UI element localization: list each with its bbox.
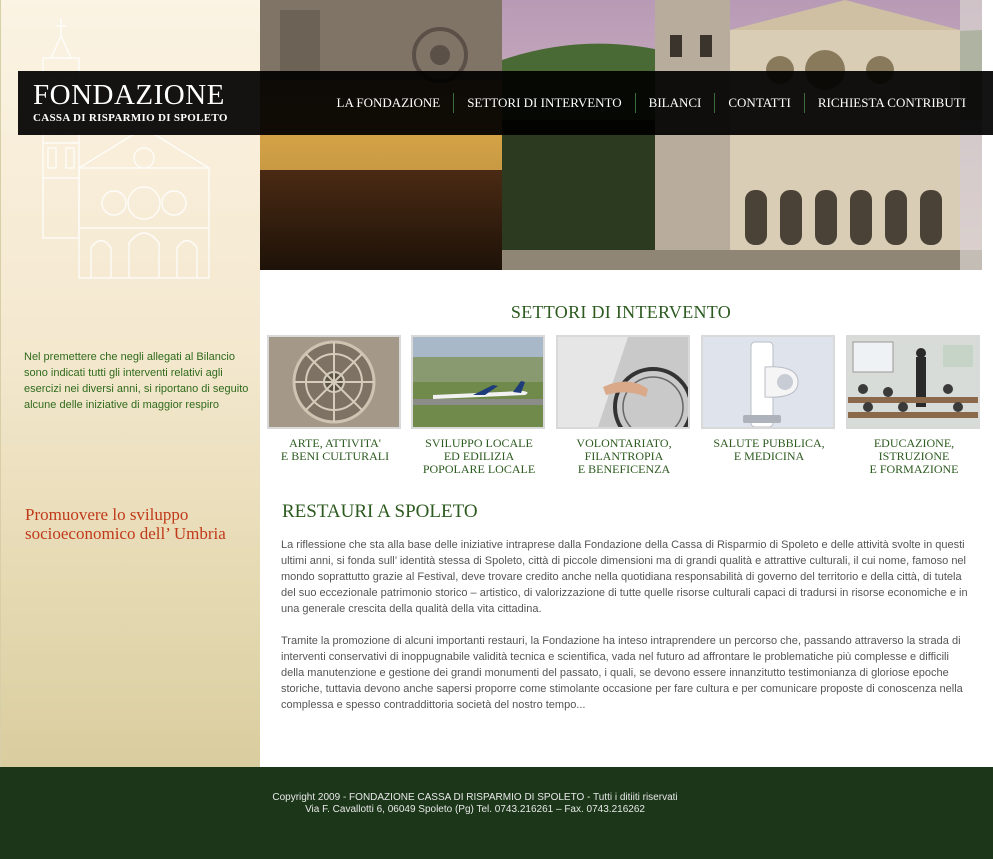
nav-richiesta-contributi[interactable]: RICHIESTA CONTRIBUTI	[817, 95, 966, 110]
sector-label-line: ED EDILIZIA	[443, 449, 515, 463]
hero-photo-collage-icon	[260, 0, 982, 270]
sector-label-line: EDUCAZIONE,	[873, 436, 955, 450]
sector-label-line: E BENEFICENZA	[577, 462, 671, 476]
hero-banner	[260, 0, 982, 270]
sector-label-line: VOLONTARIATO,	[576, 436, 672, 450]
sidebar-promo-text: Promuovere lo sviluppo socioeconomico dell’ Umbria	[25, 505, 226, 543]
sector-salute[interactable]	[701, 335, 837, 463]
main-nav	[324, 93, 979, 113]
sector-sviluppo-thumbnail[interactable]	[411, 335, 545, 429]
sector-volontariato-thumbnail[interactable]	[556, 335, 690, 429]
sector-label-line: FILANTROPIA	[584, 449, 664, 463]
sector-educazione-label[interactable]	[846, 437, 982, 476]
article-title: RESTAURI A SPOLETO	[282, 501, 478, 522]
sector-label-line: ISTRUZIONE	[878, 449, 950, 463]
sector-sviluppo[interactable]	[411, 335, 547, 476]
sector-arte[interactable]	[267, 335, 403, 463]
article-paragraph-2: Tramite la promozione di alcuni importanti restauri, la Fondazione ha inteso intraprendere un percorso che, passando attraverso la strada di interventi conservativi di inoppugnabile validità tecnica e scientifica, vada nel futuro ad affrontare le problematiche più complesse e difficili della manutenzione e gestione dei grandi monumenti del passato, i quali, se devono essere innanzitutto testimonianza di gloriose epoche storiche, tuttavia devono anche sapersi proporre come stimolante occasione per fare cultura e per comunicare proposte di conoscenza nella complessa e spesso contraddittoria società del nostro tempo...	[281, 635, 963, 711]
sector-label-line: E FORMAZIONE	[869, 462, 959, 476]
header-bar	[18, 71, 993, 135]
airplane-icon	[413, 337, 543, 427]
sector-volontariato-label[interactable]	[556, 437, 692, 476]
rose-window-icon	[269, 337, 399, 427]
sector-label-line: SALUTE PUBBLICA,	[713, 436, 825, 450]
sidebar-intro-text: Nel premettere che negli allegati al Bilancio sono indicati tutti gli interventi relativi agli esercizi nei diversi anni, si riportano di seguito alcune delle iniziative di maggior respiro	[24, 351, 249, 411]
sector-educazione[interactable]	[846, 335, 982, 476]
nav-bilanci[interactable]: BILANCI	[648, 95, 702, 110]
article-paragraph-1: La riflessione che sta alla base delle iniziative intraprese dalla Fondazione della Cassa di Risparmio di Spoleto e delle attività svolte in questi ultimi anni, si fonda sull’ identità stessa di Spoleto, città di piccole dimensioni ma di grandi qualità e attrattive culturali, il cui nome, famoso nel mondo soprattutto grazie al Festival, deve trovare credito anche nella quotidiana responsabilità di governo del territorio e della città, di tutela del suo eccezionale patrimonio storico – artistico, di valorizzazione di tutte quelle risorse culturali capaci di tradursi in risorse economiche e in una generale crescita della qualità della vita cittadina.	[281, 539, 968, 615]
sector-educazione-thumbnail[interactable]	[846, 335, 980, 429]
sector-sviluppo-label[interactable]	[411, 437, 547, 476]
sector-volontariato[interactable]	[556, 335, 692, 476]
medical-device-icon	[703, 337, 833, 427]
sector-label-line: ARTE, ATTIVITA'	[289, 436, 381, 450]
sectors-heading: SETTORI DI INTERVENTO	[510, 302, 732, 322]
logo-title[interactable]: FONDAZIONE	[33, 79, 225, 111]
cathedral-sketch-icon	[29, 18, 214, 283]
wheelchair-icon	[558, 337, 688, 427]
nav-contatti[interactable]: CONTATTI	[728, 95, 791, 110]
sector-label-line: POPOLARE LOCALE	[422, 462, 536, 476]
footer	[0, 767, 993, 859]
logo-subtitle: CASSA DI RISPARMIO DI SPOLETO	[33, 112, 228, 124]
footer-copyright: Copyright 2009 - FONDAZIONE CASSA DI RISPARMIO DI SPOLETO - Tutti i ditiiti riservati	[272, 792, 678, 803]
sector-arte-thumbnail[interactable]	[267, 335, 401, 429]
sector-label-line: E BENI CULTURALI	[280, 449, 390, 463]
classroom-icon	[848, 337, 978, 427]
sector-arte-label[interactable]	[267, 437, 403, 463]
sector-label-line: SVILUPPO LOCALE	[425, 436, 533, 450]
sector-label-line: E MEDICINA	[733, 449, 805, 463]
nav-la-fondazione[interactable]: LA FONDAZIONE	[336, 95, 441, 110]
sector-salute-thumbnail[interactable]	[701, 335, 835, 429]
nav-settori-di-intervento[interactable]: SETTORI DI INTERVENTO	[467, 95, 622, 110]
footer-address: Via F. Cavallotti 6, 06049 Spoleto (Pg) Tel. 0743.216261 – Fax. 0743.216262	[305, 804, 645, 815]
sector-salute-label[interactable]	[701, 437, 837, 463]
